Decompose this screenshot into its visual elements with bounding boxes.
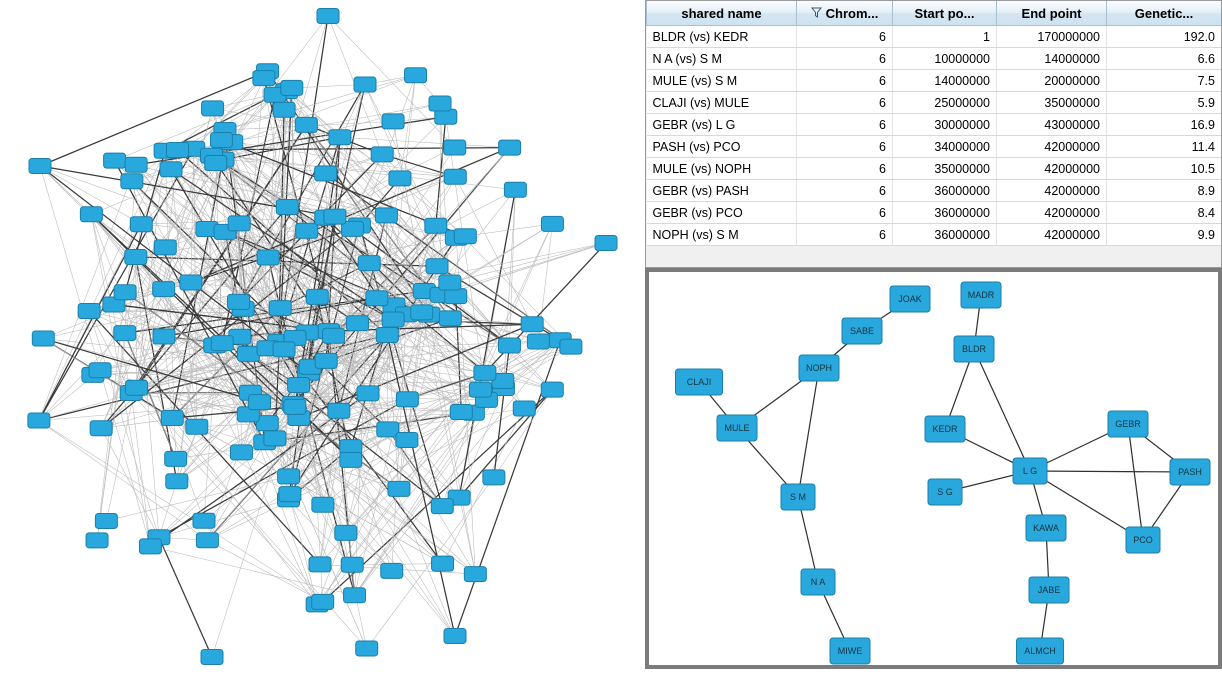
network-node[interactable] [210,132,232,147]
cell-genetic: 7.5 [1107,70,1222,92]
network-node[interactable] [230,445,252,460]
column-header-chromosome[interactable] [797,1,893,26]
cell-start-point: 36000000 [893,224,997,246]
network-node[interactable] [202,101,224,116]
network-node-label: PCO [1133,535,1153,545]
network-node[interactable] [89,363,111,378]
cell-shared-name: PASH (vs) PCO [647,136,797,158]
cell-start-point: 34000000 [893,136,997,158]
network-node[interactable] [890,286,930,312]
network-node[interactable] [86,533,108,548]
network-node[interactable] [435,109,457,124]
network-node[interactable] [439,311,461,326]
network-node-label: S G [937,487,953,497]
network-edge [326,85,365,174]
network-node[interactable] [781,484,815,510]
network-node-label: MADR [968,290,995,300]
network-node[interactable] [269,301,291,316]
network-node[interactable] [340,452,362,467]
network-edge [39,421,323,602]
network-node[interactable] [161,411,183,426]
cell-start-point: 36000000 [893,180,997,202]
network-edge [974,349,1030,471]
table-row[interactable] [647,70,1222,92]
table-row[interactable] [647,136,1222,158]
cell-chromosome: 6 [797,48,893,70]
network-node[interactable] [346,316,368,331]
network-node[interactable] [474,365,496,380]
network-node[interactable] [411,305,433,320]
cell-end-point: 42000000 [997,224,1107,246]
network-node[interactable] [396,392,418,407]
table-row[interactable] [647,48,1222,70]
network-node[interactable] [1017,638,1064,664]
network-node-label: N A [811,577,826,587]
cell-genetic: 10.5 [1107,158,1222,180]
network-node[interactable] [595,236,617,251]
network-node[interactable] [329,130,351,145]
cell-start-point: 35000000 [893,158,997,180]
network-node-label: NOPH [806,363,832,373]
network-node[interactable] [257,250,279,265]
network-node-label: CLAJI [687,377,712,387]
network-node[interactable] [139,539,161,554]
cell-chromosome: 6 [797,92,893,114]
network-node[interactable] [78,304,100,319]
network-node[interactable] [281,80,303,95]
right-column [645,0,1222,669]
network-node[interactable] [469,382,491,397]
network-node[interactable] [560,339,582,354]
network-node[interactable] [676,369,723,395]
table-row[interactable] [647,26,1222,48]
network-node-label: GEBR [1115,419,1141,429]
network-node[interactable] [382,312,404,327]
network-node[interactable] [426,259,448,274]
filter-icon [811,6,822,21]
table-body[interactable] [647,26,1222,246]
network-node[interactable] [284,399,306,414]
network-node[interactable] [121,174,143,189]
cell-shared-name: GEBR (vs) PCO [647,202,797,224]
network-node[interactable] [454,229,476,244]
network-node[interactable] [273,102,295,117]
network-node[interactable] [29,159,51,174]
network-edge [1030,471,1190,472]
cell-end-point: 14000000 [997,48,1107,70]
network-node[interactable] [357,386,379,401]
network-node-label: KEDR [932,424,958,434]
network-node-label: BLDR [962,344,987,354]
cell-genetic: 192.0 [1107,26,1222,48]
network-node[interactable] [114,285,136,300]
network-node-label: S M [790,492,806,502]
network-node[interactable] [842,318,882,344]
network-node[interactable] [335,525,357,540]
column-header-label: Genetic... [1135,6,1194,21]
network-node[interactable] [288,378,310,393]
cell-end-point: 42000000 [997,158,1107,180]
cell-shared-name: CLAJI (vs) MULE [647,92,797,114]
network-node[interactable] [356,641,378,656]
network-node-label: MIWE [838,646,863,656]
network-node[interactable] [830,638,870,664]
network-node[interactable] [28,413,50,428]
cell-start-point: 36000000 [893,202,997,224]
network-node[interactable] [196,533,218,548]
network-node[interactable] [954,336,994,362]
small-network-graph[interactable] [649,272,1218,665]
network-edge [450,243,606,283]
table-row[interactable] [647,180,1222,202]
network-node[interactable] [354,77,376,92]
network-node[interactable] [295,117,317,132]
edge-table-panel[interactable] [645,0,1222,268]
small-network-panel[interactable] [645,268,1222,669]
cell-end-point: 35000000 [997,92,1107,114]
column-header-genetic[interactable] [1107,1,1222,26]
network-node[interactable] [312,594,334,609]
column-header-shared-name[interactable] [647,1,797,26]
cell-shared-name: NOPH (vs) S M [647,224,797,246]
cell-chromosome: 6 [797,202,893,224]
network-node[interactable] [160,162,182,177]
network-node[interactable] [80,207,102,222]
column-header-label: Chrom... [826,6,879,21]
column-header-label: Start po... [915,6,975,21]
network-node[interactable] [193,513,215,528]
network-node[interactable] [211,336,233,351]
cell-shared-name: BLDR (vs) KEDR [647,26,797,48]
cell-start-point: 1 [893,26,997,48]
network-node[interactable] [366,291,388,306]
network-node[interactable] [95,513,117,528]
cell-genetic: 6.6 [1107,48,1222,70]
network-node-label: SABE [850,326,874,336]
cell-chromosome: 6 [797,70,893,92]
network-node[interactable] [180,275,202,290]
network-node[interactable] [450,405,472,420]
cell-chromosome: 6 [797,136,893,158]
network-edge [443,409,525,564]
cell-end-point: 43000000 [997,114,1107,136]
network-node[interactable] [166,474,188,489]
cell-genetic: 16.9 [1107,114,1222,136]
table-row[interactable] [647,202,1222,224]
table-row[interactable] [647,224,1222,246]
network-node-label: JOAK [898,294,922,304]
network-node[interactable] [126,380,148,395]
network-node[interactable] [396,432,418,447]
cell-start-point: 10000000 [893,48,997,70]
cell-chromosome: 6 [797,224,893,246]
network-edge [509,190,515,346]
network-node[interactable] [375,208,397,223]
network-node[interactable] [371,147,393,162]
network-node[interactable] [279,487,301,502]
network-node[interactable] [228,216,250,231]
network-edge [340,137,510,147]
network-node[interactable] [1029,577,1069,603]
cell-genetic: 9.9 [1107,224,1222,246]
cell-genetic: 11.4 [1107,136,1222,158]
network-node[interactable] [961,282,1001,308]
network-node[interactable] [125,157,147,172]
network-node[interactable] [323,328,345,343]
network-node[interactable] [799,355,839,381]
network-node[interactable] [504,182,526,197]
cell-genetic: 8.4 [1107,202,1222,224]
network-node[interactable] [1026,515,1066,541]
network-node[interactable] [154,240,176,255]
cell-end-point: 170000000 [997,26,1107,48]
network-node[interactable] [439,275,461,290]
network-edge [232,142,295,407]
network-edge [1128,424,1143,540]
network-edge [132,78,264,181]
network-node[interactable] [205,155,227,170]
table-header-row [647,1,1222,26]
network-node[interactable] [429,96,451,111]
network-node[interactable] [328,403,350,418]
network-node[interactable] [306,289,328,304]
network-node[interactable] [278,469,300,484]
network-node[interactable] [315,166,337,181]
network-node[interactable] [388,481,410,496]
network-node[interactable] [90,421,112,436]
network-node[interactable] [928,479,962,505]
edge-table[interactable] [646,1,1222,246]
cell-chromosome: 6 [797,26,893,48]
network-node[interactable] [801,569,835,595]
cell-genetic: 5.9 [1107,92,1222,114]
network-node[interactable] [431,499,453,514]
network-node[interactable] [541,216,563,231]
network-node[interactable] [341,557,363,572]
network-node-label: KAWA [1033,523,1059,533]
network-edge [159,499,289,537]
network-node[interactable] [125,250,147,265]
cell-shared-name: N A (vs) S M [647,48,797,70]
network-node[interactable] [382,114,404,129]
cell-shared-name: MULE (vs) NOPH [647,158,797,180]
network-edge [798,368,819,497]
network-node[interactable] [344,588,366,603]
network-node[interactable] [32,331,54,346]
network-node[interactable] [153,282,175,297]
network-node[interactable] [253,71,275,86]
cell-shared-name: GEBR (vs) PASH [647,180,797,202]
column-header-end-point[interactable] [997,1,1107,26]
column-header-start-point[interactable] [893,1,997,26]
network-node[interactable] [513,401,535,416]
cell-shared-name: GEBR (vs) L G [647,114,797,136]
network-edge [159,537,212,657]
network-node[interactable] [324,209,346,224]
network-node[interactable] [498,338,520,353]
cell-end-point: 42000000 [997,136,1107,158]
cell-shared-name: MULE (vs) S M [647,70,797,92]
network-node[interactable] [249,395,271,410]
network-node[interactable] [527,334,549,349]
network-node[interactable] [273,342,295,357]
network-edge [191,149,194,283]
network-node[interactable] [405,68,427,83]
network-node[interactable] [237,346,259,361]
network-edge [207,540,322,602]
cell-end-point: 42000000 [997,202,1107,224]
network-node[interactable] [276,200,298,215]
network-node[interactable] [165,451,187,466]
network-node[interactable] [114,326,136,341]
network-node[interactable] [389,171,411,186]
cell-genetic: 8.9 [1107,180,1222,202]
network-node[interactable] [153,329,175,344]
network-node[interactable] [1108,411,1148,437]
cell-start-point: 30000000 [893,114,997,136]
network-node-label: PASH [1178,467,1202,477]
network-node[interactable] [541,382,563,397]
network-node[interactable] [315,353,337,368]
network-node[interactable] [432,556,454,571]
network-node[interactable] [317,9,339,24]
network-node[interactable] [312,497,334,512]
cell-start-point: 14000000 [893,70,997,92]
cell-chromosome: 6 [797,114,893,136]
network-node[interactable] [264,431,286,446]
network-node[interactable] [381,563,403,578]
network-node[interactable] [130,217,152,232]
cell-chromosome: 6 [797,158,893,180]
network-node-label: JABE [1038,585,1061,595]
cell-end-point: 20000000 [997,70,1107,92]
network-node[interactable] [104,153,126,168]
table-row[interactable] [647,158,1222,180]
network-node[interactable] [1013,458,1047,484]
network-node[interactable] [309,557,331,572]
network-node[interactable] [186,419,208,434]
network-node-label: MULE [724,423,749,433]
network-node[interactable] [445,289,467,304]
table-row[interactable] [647,92,1222,114]
network-node[interactable] [1170,459,1210,485]
network-node[interactable] [444,169,466,184]
network-node[interactable] [521,317,543,332]
table-row[interactable] [647,114,1222,136]
network-edge [131,393,150,546]
cell-end-point: 42000000 [997,180,1107,202]
network-node[interactable] [296,223,318,238]
network-node[interactable] [483,470,505,485]
network-node[interactable] [464,567,486,582]
network-node[interactable] [499,140,521,155]
network-node[interactable] [1126,527,1160,553]
column-header-label: End point [1022,6,1082,21]
network-node[interactable] [376,328,398,343]
network-node[interactable] [717,415,757,441]
network-node[interactable] [444,629,466,644]
column-header-label: shared name [681,6,761,21]
network-node-label: ALMCH [1024,646,1056,656]
network-node[interactable] [201,650,223,665]
network-node[interactable] [358,256,380,271]
network-node-label: L G [1023,466,1037,476]
network-node[interactable] [444,140,466,155]
cell-chromosome: 6 [797,180,893,202]
network-node[interactable] [166,142,188,157]
network-node[interactable] [228,294,250,309]
network-node[interactable] [925,416,965,442]
cell-start-point: 25000000 [893,92,997,114]
network-node[interactable] [425,218,447,233]
